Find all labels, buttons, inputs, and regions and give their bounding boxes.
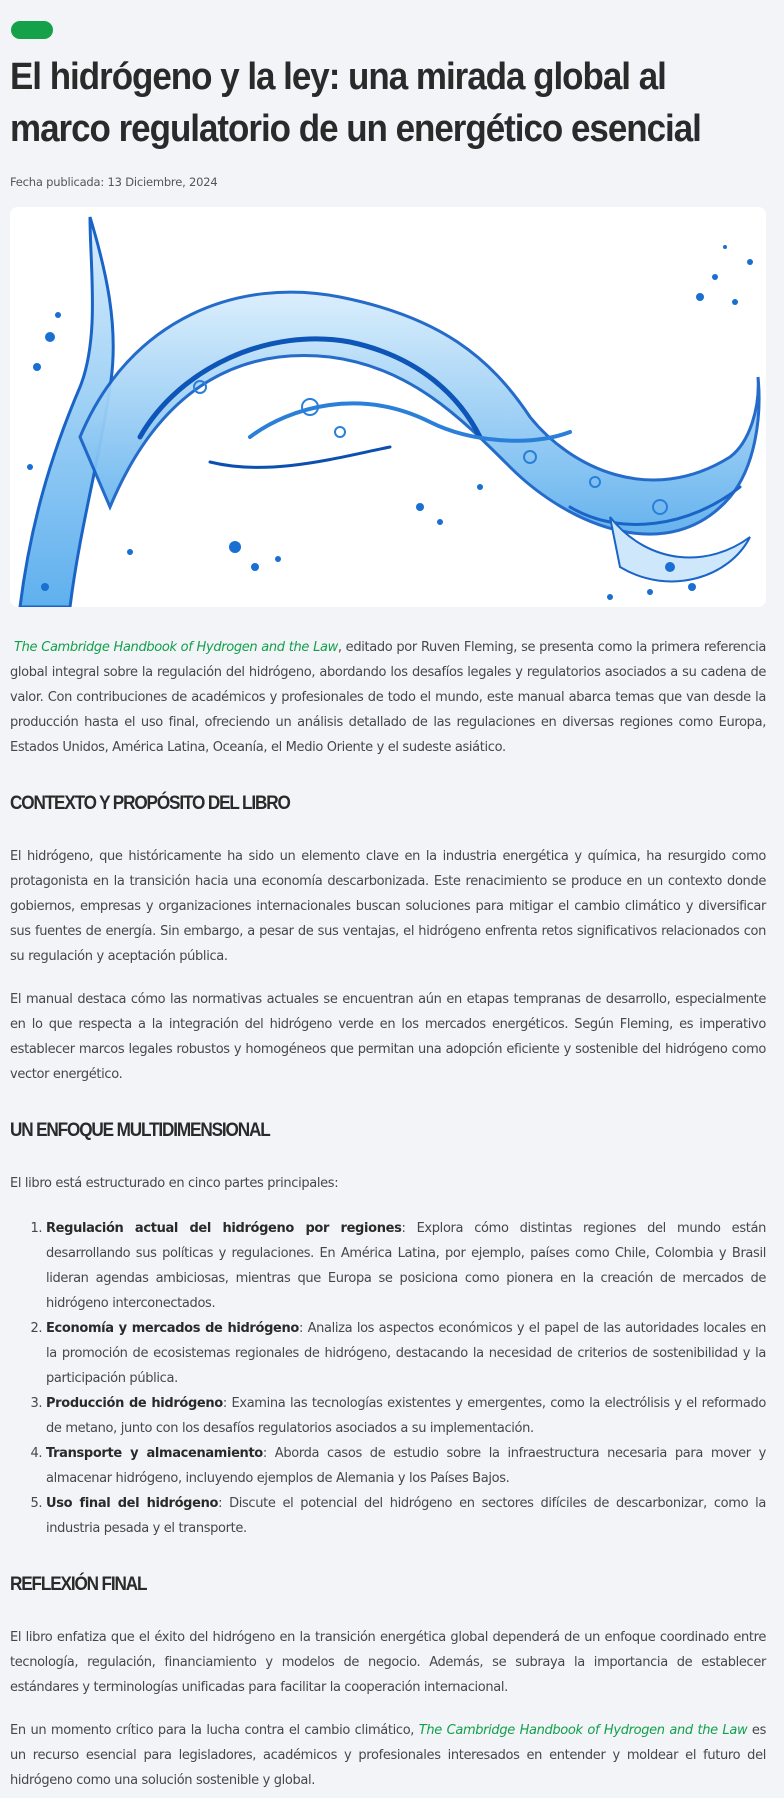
hero-image [10,207,766,607]
list-item-title: Economía y mercados de hidrógeno [46,1321,299,1336]
category-tag[interactable] [11,21,53,39]
article-title: El hidrógeno y la ley: una mirada global al marco regulatorio de un energético esencial [10,56,701,150]
list-item-text: : Discute el potencial del hidrógeno en sectores difíciles de descarbonizar, como la industria pesada y el transporte. [46,1496,766,1536]
list-item-text: : Analiza los aspectos económicos y el papel de las autoridades locales en la promoción de ecosistemas regionales de hidrógeno, destacando la necesidad de criterios de sostenibilidad y la participación pública. [46,1321,766,1386]
list-item-title: Transporte y almacenamiento [46,1446,263,1461]
list-item [46,1441,766,1491]
list-item-title: Producción de hidrógeno [46,1396,223,1411]
book-link[interactable]: The Cambridge Handbook of Hydrogen and the Law [418,1723,748,1738]
list-item [46,1316,766,1391]
list-item [46,1391,766,1441]
section-heading-approach: UN ENFOQUE MULTIDIMENSIONAL [10,1119,270,1141]
list-item [46,1216,766,1316]
parts-list [10,1216,766,1541]
book-link[interactable]: The Cambridge Handbook of Hydrogen and the Law [14,640,338,655]
list-item-text: : Examina las tecnologías existentes y emergentes, como la electrólisis y el reformado de metano, junto con los desafíos regulatorios asociados a su implementación. [46,1396,766,1436]
reflection-paragraph-1: El libro enfatiza que el éxito del hidrógeno en la transición energética global dependerá de un enfoque coordinado entre tecnología, regulación, financiamiento y modelos de negocio. Además, se subraya la importancia de establecer estándares y terminologías unificadas para facilitar la cooperación internacional. [10,1630,766,1695]
context-paragraph-2: El manual destaca cómo las normativas actuales se encuentran aún en etapas tempranas de desarrollo, especialmente en lo que respecta a la integración del hidrógeno verde en los mercados energéticos. Según Fleming, es imperativo establecer marcos legales robustos y homogéneos que permitan una adopción eficiente y sostenible del hidrógeno como vector energético. [10,992,766,1082]
list-item [46,1491,766,1541]
intro-text: , editado por Ruven Fleming, se presenta como la primera referencia global integral sobre la regulación del hidrógeno, abordando los desafíos legales y regulatorios asociados a su cadena de valor. Con contribuciones de académicos y profesionales de todo el mundo, este manual abarca temas que van desde la producción hasta el uso final, ofreciendo un análisis detallado de las regulaciones en diversas regiones como Europa, Estados Unidos, América Latina, Oceanía, el Medio Oriente y el sudeste asiático. [10,640,766,755]
section-heading-reflection: REFLEXIÓN FINAL [10,1573,147,1595]
section-heading-context: CONTEXTO Y PROPÓSITO DEL LIBRO [10,792,290,814]
list-item-title: Regulación actual del hidrógeno por regiones [46,1221,402,1236]
reflection-text-before: En un momento crítico para la lucha contra el cambio climático, [10,1723,419,1738]
reflection-text-after: es un recurso esencial para legisladores, académicos y profesionales interesados en entender y moldear el futuro del hidrógeno como una solución sostenible y global. [10,1723,767,1788]
list-item-text: : Explora cómo distintas regiones del mundo están desarrollando sus políticas y regulaciones. En América Latina, por ejemplo, países como Chile, Colombia y Brasil lideran agendas ambiciosas, mientras que Europa se posiciona como pionera en la creación de mercados de hidrógeno interconectados. [46,1221,767,1311]
context-paragraph-1: El hidrógeno, que históricamente ha sido un elemento clave en la industria energética y química, ha resurgido como protagonista en la transición hacia una economía descarbonizada. Este renacimiento se produce en un contexto donde gobiernos, empresas y organizaciones internacionales buscan soluciones para mitigar el cambio climático y diversificar sus fuentes de energía. Sin embargo, a pesar de sus ventajas, el hidrógeno enfrenta retos significativos relacionados con su regulación y aceptación pública. [10,849,766,964]
reflection-paragraph-2 [10,1718,766,1793]
list-item-title: Uso final del hidrógeno [46,1496,219,1511]
publish-date: Fecha publicada: 13 Diciembre, 2024 [10,175,218,189]
approach-intro: El libro está estructurado en cinco partes principales: [10,1176,339,1191]
intro-paragraph [10,635,766,760]
water-splash-illustration [10,207,766,607]
list-item-text: : Aborda casos de estudio sobre la infraestructura necesaria para mover y almacenar hidrógeno, incluyendo ejemplos de Alemania y los Países Bajos. [46,1446,767,1486]
